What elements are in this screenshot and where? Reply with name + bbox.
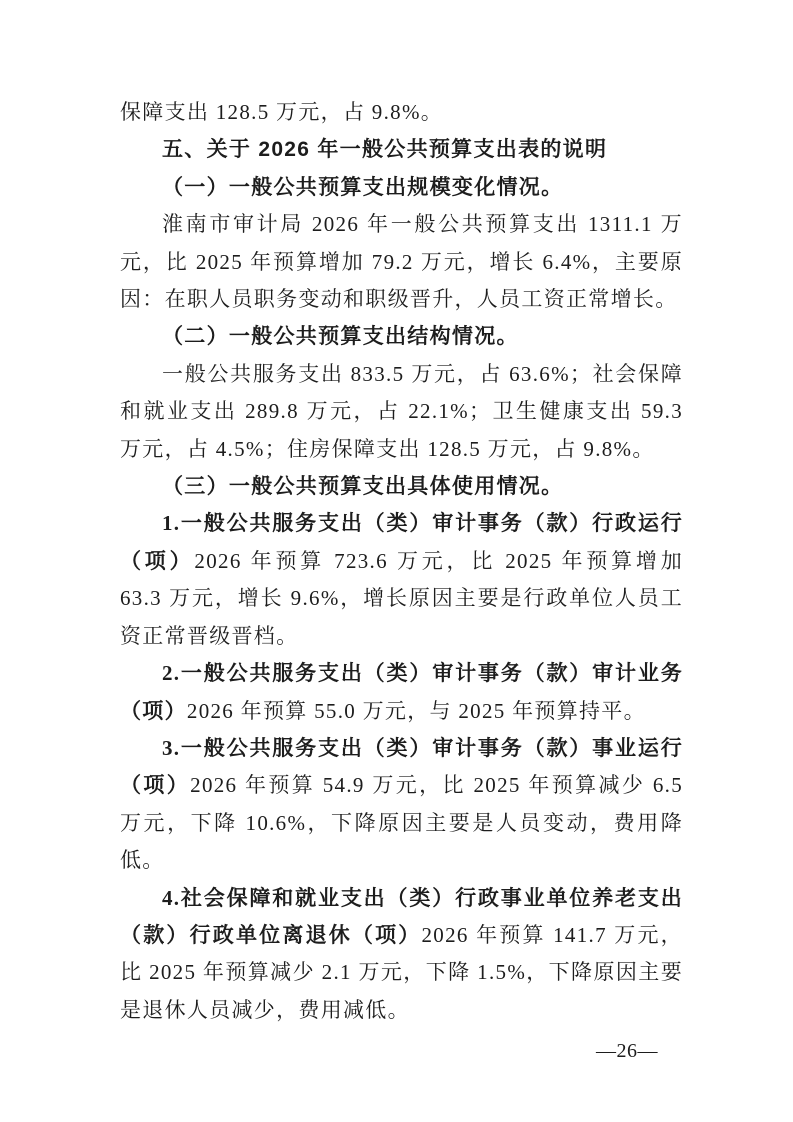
page-number: —26— — [596, 1040, 658, 1062]
text-run: 2026 年预算 54.9 万元，比 2025 年预算减少 6.5 万元，下降 10.6%，下降原因主要是人员变动，费用降低。 — [120, 773, 684, 873]
bold-text-run: 2.一般公共服务支出（类）审计事务（款）审计业务（项） — [120, 661, 683, 723]
paragraph-heading1 — [120, 131, 683, 168]
paragraph-body — [120, 356, 683, 468]
text-run: 2026 年预算 55.0 万元，与 2025 年预算持平。 — [186, 698, 646, 723]
text-run: 2026 年预算 723.6 万元，比 2025 年预算增加 63.3 万元，增长 9.6%，增长原因主要是行政单位人员工资正常晋级晋档。 — [120, 548, 683, 648]
paragraph-item — [120, 880, 683, 1030]
text-run: 淮南市审计局 2026 年一般公共预算支出 1311.1 万元，比 2025 年预算增加 79.2 万元，增长 6.4%，主要原因：在职人员职务变动和职级晋升，人员工资正常增长。 — [120, 212, 683, 312]
bold-text-run: 1.一般公共服务支出（类）审计事务（款）行政运行（项） — [120, 511, 683, 573]
bold-text-run: 五、关于 2026 年一般公共预算支出表的说明 — [162, 138, 608, 162]
text-run: 2026 年预算 141.7 万元，比 2025 年预算减少 2.1 万元，下降 1.5%，下降原因主要是退休人员减少，费用减低。 — [120, 922, 683, 1022]
bold-text-run: （二）一般公共预算支出结构情况。 — [162, 324, 519, 349]
bold-text-run: 3.一般公共服务支出（类）审计事务（款）事业运行（项） — [120, 735, 683, 798]
text-run: 一般公共服务支出 833.5 万元，占 63.6%；社会保障和就业支出 289.8 万元，占 22.1%；卫生健康支出 59.3 万元，占 4.5%；住房保障支出 128.5 万元，占 9.8%。 — [120, 361, 683, 461]
paragraph-body-continuation — [120, 94, 683, 131]
paragraph-heading2 — [120, 468, 683, 505]
text-run: 保障支出 128.5 万元，占 9.8%。 — [120, 100, 444, 124]
paragraph-item — [120, 655, 683, 730]
bold-text-run: （一）一般公共预算支出规模变化情况。 — [162, 174, 564, 199]
bold-text-run: （三）一般公共预算支出具体使用情况。 — [162, 474, 564, 499]
paragraph-item — [120, 505, 683, 655]
paragraph-body — [120, 206, 683, 318]
page-footer — [0, 1039, 793, 1069]
paragraph-heading2 — [120, 169, 683, 206]
bold-text-run: 4.社会保障和就业支出（类）行政事业单位养老支出（款）行政单位离退休（项） — [120, 885, 683, 947]
paragraph-heading2 — [120, 318, 683, 355]
paragraph-item — [120, 730, 683, 880]
document-body — [120, 94, 683, 1029]
